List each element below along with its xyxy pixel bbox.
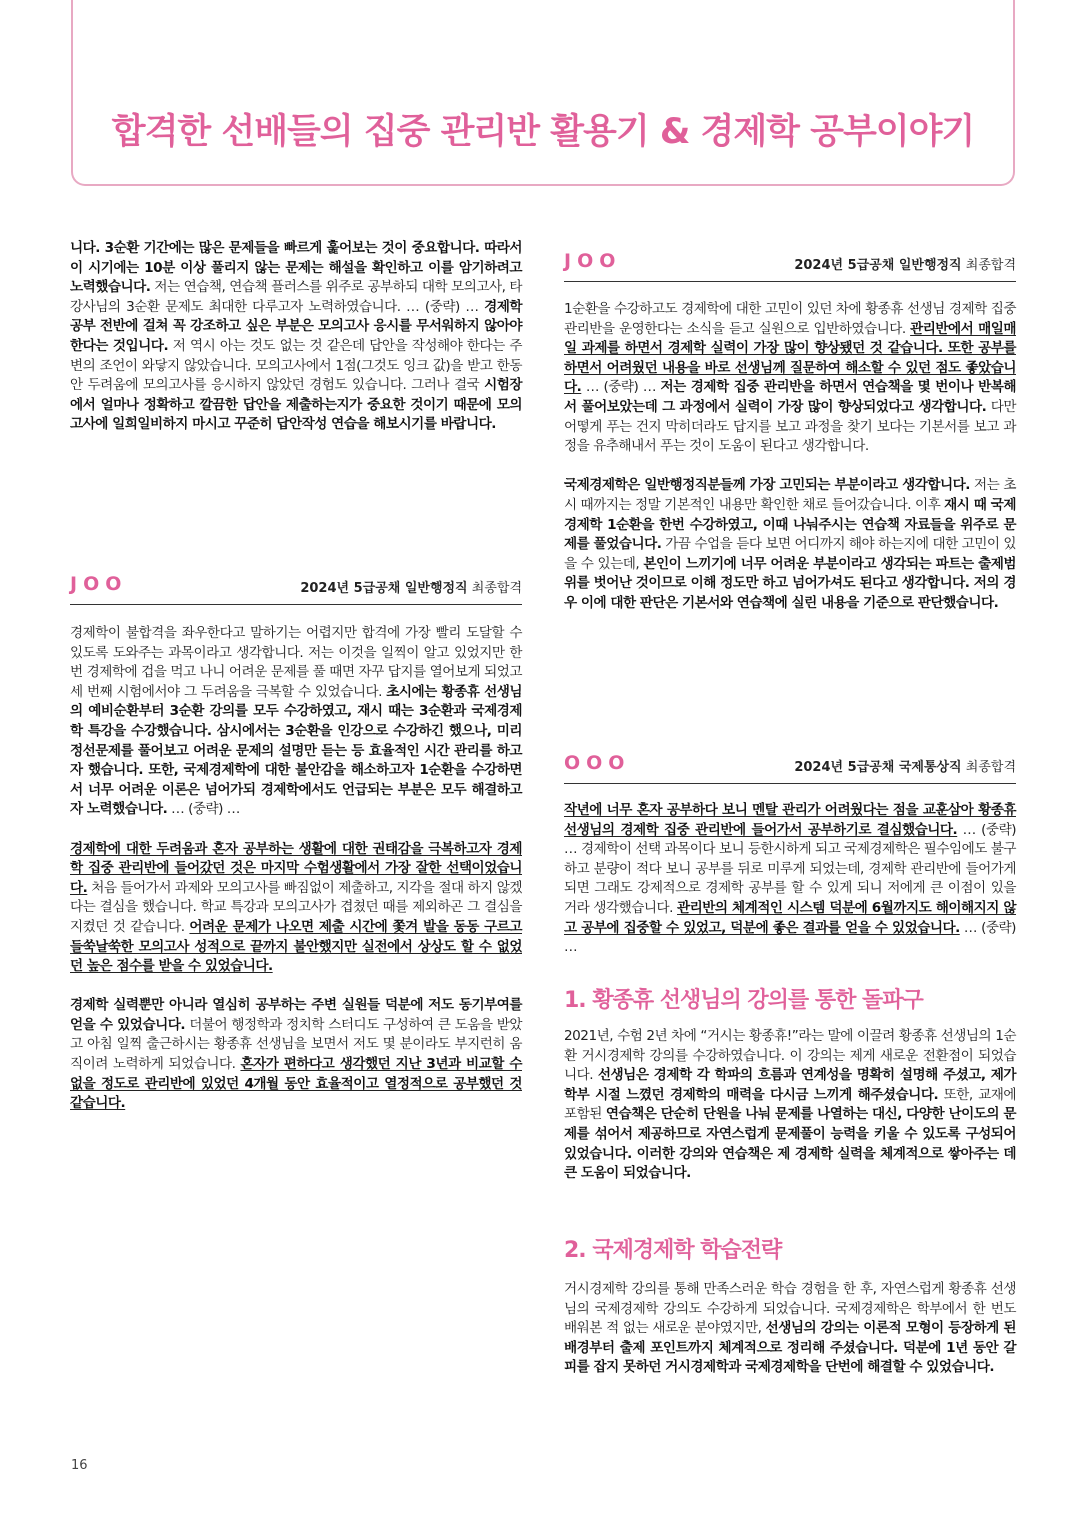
emphasized-text: 경제학 공부 전반에 걸쳐 꼭 강조하고 싶은 부분은 모의고사 응시를 무서워하지 않아야 한다는 것입니다.	[70, 298, 522, 354]
right-review-1-body	[564, 300, 1016, 614]
body-text: 2021년, 수험 2년 차에 “거시는 황종휴!”라는 말에 이끌려 황종휴 선생님의 1순환 거시경제학 강의를 수강하였습니다. 이 강의는 제게 새로운 전환점이 되었습니다.	[564, 1028, 1016, 1084]
exam-result: 최종합격	[471, 581, 522, 596]
page-number: 16	[71, 1458, 88, 1473]
exam-result: 최종합격	[965, 760, 1016, 775]
underlined-text	[564, 802, 1016, 838]
review-paragraph	[564, 801, 1016, 958]
emphasized-text: 본인이 느끼기에 너무 어려운 부분이라고 생각되는 파트는 출제범위를 벗어난 것이므로 이해 정도만 하고 넘어가셔도 된다고 생각합니다. 저의 경우 이에 대한 판단은 기본서와 연습책에 실린 내용을 기준으로 판단했습니다.	[564, 555, 1016, 611]
body-text: 거시경제학 강의를 통해 만족스러운 학습 경험을 한 후, 자연스럽게 황종휴 선생님의 국제경제학 강의도 수강하게 되었습니다. 국제경제학은 학부에서 한 번도 배워본 적 없는 새로운 분야였지만,	[564, 1281, 1016, 1337]
body-text: 저는 초시 때까지는 정말 기본적인 내용만 확인한 채로 들어갔습니다. 이후	[564, 477, 1016, 513]
bold-text	[564, 802, 1016, 838]
right-review-2-body	[564, 801, 1016, 958]
reviewer-name: OOO	[564, 752, 631, 774]
review-header-left	[70, 573, 522, 605]
review-paragraph	[70, 996, 522, 1114]
review-paragraph	[564, 300, 1016, 457]
left-intro	[70, 239, 522, 435]
body-text: … (중략) …	[581, 379, 661, 396]
exam-title: 2024년 5급공채 일반행정직	[300, 581, 468, 596]
reviewer-name: JOO	[564, 250, 622, 272]
body-text: 1순환을 수강하고도 경제학에 대한 고민이 있던 차에 황종휴 선생님 경제학 집중 관리반을 운영한다는 소식을 듣고 실원으로 입반하였습니다.	[564, 301, 1016, 337]
emphasized-text: 경제학 실력뿐만 아니라 열심히 공부하는 주변 실원들 덕분에 저도 동기부여를 얻을 수 있었습니다.	[70, 997, 522, 1033]
review-header-right-1	[564, 250, 1016, 282]
exam-info	[300, 577, 522, 596]
review-paragraph	[70, 840, 522, 977]
reviewer-name: JOO	[70, 573, 128, 595]
emphasized-text: 작년에 너무 혼자 공부하다 보니 멘탈 관리가 어려웠다는 점을 교훈삼아 황종휴 선생님의 경제학 집중 관리반에 들어가서 공부하기로 결심했습니다.	[564, 802, 1016, 838]
body-text: 저는 연습책, 연습책 플러스를 위주로 공부하되 대학 모의고사, 타 강사님의 3순환 문제도 최대한 다루고자 노력하였습니다. … (중략) …	[70, 279, 522, 315]
exam-result: 최종합격	[965, 258, 1016, 273]
emphasized-text: 선생님의 강의는 이론적 모형이 등장하게 된 배경부터 출제 포인트까지 체계적으로 정리해 주셨습니다. 덕분에 1년 동안 갈피를 잡지 못하던 거시경제학과 국제경제학을 단번에 해결할 수 있었습니다.	[564, 1320, 1016, 1376]
emphasized-text: 재시 때 국제경제학 1순환을 한번 수강하였고, 이때 나눠주시는 연습책 자료들을 위주로 문제를 풀었습니다.	[564, 496, 1016, 553]
review-paragraph	[70, 624, 522, 820]
body-text: … (중략) …	[564, 919, 1016, 956]
emphasized-text: 초시에는 황종휴 선생님의 예비순환부터 3순환 강의를 모두 수강하였고, 재시 때는 3순환과 국제경제학 특강을 수강했습니다. 삼시에서는 3순환을 인강으로 수강하긴 했으나, 미리 정선문제를 풀어보고 어려운 문제의 설명만 듣는 등 효율적인 시간 관리를 하고자 했습니다. 또한, 국제경제학에 대한 불안감을 해소하고자 1순환을 수강하면서 너무 어려운 이론은 넘어가되 경제학에서도 언급되는 부분은 모두 해결하고자 노력했습니다.	[70, 683, 522, 818]
exam-title: 2024년 5급공채 국제통상직	[794, 760, 962, 775]
emphasized-text: 연습책은 단순히 단원을 나눠 문제를 나열하는 대신, 다양한 난이도의 문제를 섞어서 제공하므로 자연스럽게 문제풀이 능력을 키울 수 있도록 구성되어 있었습니다. 이러한 강의와 연습책은 제 경제학 실력을 체계적으로 쌓아주는 데 큰 도움이 되었습니다.	[564, 1106, 1016, 1182]
section-1-body	[564, 1027, 1016, 1184]
bold-text	[70, 684, 522, 818]
section-paragraph	[564, 1027, 1016, 1184]
emphasized-text: 저는 경제학 집중 관리반을 하면서 연습책을 몇 번이나 반복해서 풀어보았는데 그 과정에서 실력이 가장 많이 향상되었다고 생각합니다.	[564, 379, 1016, 415]
emphasized-text: 선생님은 경제학 각 학파의 흐름과 연계성을 명확히 설명해 주셨고, 제가 학부 시절 느꼈던 경제학의 매력을 다시금 느끼게 해주셨습니다.	[564, 1067, 1017, 1103]
exam-info	[794, 756, 1016, 775]
body-text: 더불어 행정학과 정치학 스터디도 구성하여 큰 도움을 받았고 아침 일찍 출근하시는 황종휴 선생님을 보면서 저도 몇 분이라도 부지런히 움직이려 노력하게 되었습니다.	[70, 1016, 522, 1073]
emphasized-text: 관리반의 체계적인 시스템 덕분에 6월까지도 해이해지지 않고 공부에 집중할 수 있었고, 덕분에 좋은 결과를 얻을 수 있었습니다.	[564, 899, 1017, 936]
section-2-title: 2. 국제경제학 학습전략	[564, 1238, 782, 1263]
emphasized-text: 어려운 문제가 나오면 제출 시간에 쫓겨 발을 동동 구르고 들쑥날쑥한 모의고사 성적으로 끝까지 불안했지만 실전에서 상상도 할 수 없었던 높은 점수를 받을 수 있었습니다.	[70, 918, 522, 975]
bold-text	[564, 477, 970, 493]
page-title: 합격한 선배들의 집중 관리반 활용기 & 경제학 공부이야기	[111, 112, 975, 152]
left-review-body	[70, 624, 522, 1114]
bold-text	[564, 1106, 1016, 1181]
body-text: 경제학이 불합격을 좌우한다고 말하기는 어렵지만 합격에 가장 빨리 도달할 수 있도록 도와주는 과목이라고 생각합니다. 저는 이것을 일찍이 알고 있었지만 한번 경제학에 겁을 먹고 나니 어려운 문제를 풀 때면 자꾸 답지를 열어보게 되었고 세 번째 시험에서야 그 두려움을 극복할 수 있었습니다.	[70, 625, 522, 700]
review-header-right-2	[564, 752, 1016, 784]
emphasized-text: 국제경제학은 일반행정직분들께 가장 고민되는 부분이라고 생각합니다.	[564, 477, 970, 494]
emphasized-text: 경제학에 대한 두려움과 혼자 공부하는 생활에 대한 권태감을 극복하고자 경제학 집중 관리반에 들어갔던 것은 마지막 수험생활에서 가장 잘한 선택이었습니다.	[70, 840, 522, 896]
section-1-title: 1. 황종휴 선생님의 강의를 통한 돌파구	[564, 988, 923, 1013]
body-text: … (중략) … 경제학이 선택 과목이다 보니 등한시하게 되고 국제경제학은 필수임에도 불구하고 분량이 적다 보니 공부를 뒤로 미루게 되었는데, 경제학 관리반에 들어가게 되면 그래도 강제적으로 경제학 공부를 할 수 있게 되니 저에게 큰 이점이 있을 거라 생각했습니다.	[564, 821, 1017, 916]
body-text: 처음 들어가서 과제와 모의고사를 빠짐없이 제출하고, 지각을 절대 하지 않겠다는 결심을 했습니다. 학교 특강과 모의고사가 겹쳤던 때를 제외하곤 그 결심을 지켰던 것 같습니다.	[70, 879, 522, 935]
body-text: 또한, 교재에 포함된	[564, 1086, 1017, 1123]
body-text: … (중략) …	[167, 801, 240, 818]
emphasized-text: 혼자가 편하다고 생각했던 지난 3년과 비교할 수 없을 정도로 관리반에 있었던 4개월 동안 효율적이고 열정적으로 공부했던 것 같습니다.	[70, 1056, 522, 1112]
emphasized-text: 니다. 3순환 기간에는 많은 문제들을 빠르게 훑어보는 것이 중요합니다. 따라서 이 시기에는 10분 이상 풀리지 않는 문제는 해설을 확인하고 이를 암기하려고 노력했습니다.	[70, 240, 523, 296]
body-text: 가끔 수업을 듣다 보면 어디까지 해야 하는지에 대한 고민이 있을 수 있는데,	[564, 536, 1016, 572]
exam-title: 2024년 5급공채 일반행정직	[794, 258, 962, 273]
left-intro-paragraph	[70, 239, 522, 435]
body-text: 다만 어떻게 푸는 건지 막히더라도 답지를 보고 과정을 찾기 보다는 기본서를 보고 과정을 유추해내서 푸는 것이 도움이 된다고 생각합니다.	[564, 398, 1016, 455]
emphasized-text: 시험장에서 얼마나 정확하고 깔끔한 답안을 제출하는지가 중요한 것이기 때문에 모의고사에 일희일비하지 마시고 꾸준히 답안작성 연습을 해보시기를 바랍니다.	[70, 377, 522, 433]
body-text: 저 역시 아는 것도 없는 것 같은데 답안을 작성해야 한다는 주변의 조언이 와닿지 않았습니다. 모의고사에서 1점(그것도 잉크 값)을 받고 한동안 두려움에 모의고사를 응시하지 않았던 경험도 있습니다. 그러나 결국	[70, 337, 522, 394]
exam-info	[794, 254, 1016, 273]
emphasized-text: 관리반에서 매일매일 과제를 하면서 경제학 실력이 가장 많이 향상됐던 것 같습니다. 또한 공부를 하면서 어려웠던 내용을 바로 선생님께 질문하여 해소할 수 있던 점도 좋았습니다.	[564, 320, 1016, 396]
section-paragraph	[564, 1280, 1016, 1378]
review-paragraph	[564, 476, 1016, 613]
section-2-body	[564, 1280, 1016, 1378]
title-box	[71, 0, 1015, 186]
